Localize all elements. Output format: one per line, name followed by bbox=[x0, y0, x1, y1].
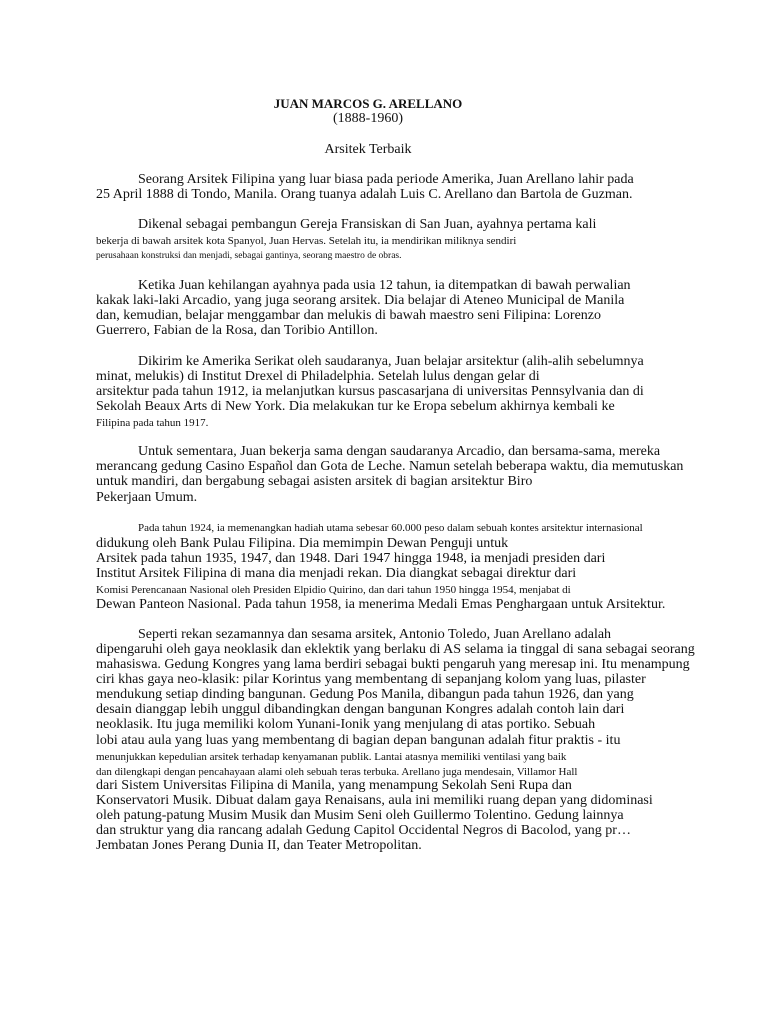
paragraph-2-line: Dikenal sebagai pembangun Gereja Fransiskan di San Juan, ayahnya pertama kali bbox=[138, 217, 597, 232]
paragraph-7-line: Seperti rekan sezamannya dan sesama arsitek, Antonio Toledo, Juan Arellano adalah bbox=[138, 627, 612, 642]
paragraph-7-line: neoklasik. Itu juga memiliki kolom Yunani-Ionik yang menjulang di atas portiko. Sebuah bbox=[96, 717, 596, 732]
paragraph-7-line: menunjukkan kepedulian arsitek terhadap kenyamanan publik. Lantai atasnya memiliki ventilasi yang baik bbox=[96, 751, 567, 763]
paragraph-7-line: desain dianggap lebih unggul dibandingkan dengan bangunan Kongres adalah contoh lain dari bbox=[96, 702, 625, 717]
paragraph-7-line: Jembatan Jones Perang Dunia II, dan Teater Metropolitan. bbox=[96, 838, 422, 853]
paragraph-4-line: Dikirim ke Amerika Serikat oleh saudaranya, Juan belajar arsitektur (alih-alih sebelumnya bbox=[138, 354, 644, 369]
paragraph-7-line: Konservatori Musik. Dibuat dalam gaya Renaisans, aula ini memiliki ruang depan yang didominasi bbox=[96, 793, 653, 808]
paragraph-4-line: Filipina pada tahun 1917. bbox=[96, 417, 209, 429]
paragraph-1-line: Seorang Arsitek Filipina yang luar biasa pada periode Amerika, Juan Arellano lahir pada bbox=[138, 172, 634, 187]
paragraph-6-line: didukung oleh Bank Pulau Filipina. Dia memimpin Dewan Penguji untuk bbox=[96, 536, 509, 551]
paragraph-6-line: Pada tahun 1924, ia memenangkan hadiah utama sebesar 60.000 peso dalam sebuah kontes arsitektur internasional bbox=[138, 522, 643, 534]
paragraph-7-line: dari Sistem Universitas Filipina di Manila, yang menampung Sekolah Seni Rupa dan bbox=[96, 778, 572, 793]
paragraph-4-line: arsitektur pada tahun 1912, ia melanjutkan kursus pascasarjana di universitas Pennsylvania dan di bbox=[96, 384, 644, 399]
paragraph-7-line: ciri khas gaya neo-klasik: pilar Korintus yang membentang di sepanjang kolom yang luas, pilaster bbox=[96, 672, 646, 687]
paragraph-6-line: Arsitek pada tahun 1935, 1947, dan 1948. Dari 1947 hingga 1948, ia menjadi presiden dari bbox=[96, 551, 606, 566]
paragraph-7-line: dan dilengkapi dengan pencahayaan alami oleh sebuah teras terbuka. Arellano juga mendesain, Villamor Hall bbox=[96, 766, 578, 778]
paragraph-3-line: Guerrero, Fabian de la Rosa, dan Toribio Antillon. bbox=[96, 323, 378, 338]
paragraph-6-line: Dewan Panteon Nasional. Pada tahun 1958, ia menerima Medali Emas Penghargaan untuk Arsitektur. bbox=[96, 597, 666, 612]
paragraph-5-line: untuk mandiri, dan bergabung sebagai asisten arsitek di bagian arsitektur Biro bbox=[96, 474, 533, 489]
paragraph-2-line: perusahaan konstruksi dan menjadi, sebagai gantinya, seorang maestro de obras. bbox=[96, 251, 402, 261]
document-years: (1888-1960) bbox=[333, 111, 403, 126]
paragraph-7-line: dan struktur yang dia rancang adalah Gedung Capitol Occidental Negros di Bacolod, yang pr… bbox=[96, 823, 631, 838]
paragraph-4-line: minat, melukis) di Institut Drexel di Philadelphia. Setelah lulus dengan gelar di bbox=[96, 369, 540, 384]
paragraph-5-line: Pekerjaan Umum. bbox=[96, 490, 198, 505]
paragraph-6-line: Komisi Perencanaan Nasional oleh Presiden Elpidio Quirino, dan dari tahun 1950 hingga 1954, menjabat di bbox=[96, 584, 571, 596]
paragraph-7-line: mendukung setiap dinding bangunan. Gedung Pos Manila, dibangun pada tahun 1926, dan yang bbox=[96, 687, 634, 702]
paragraph-1-line: 25 April 1888 di Tondo, Manila. Orang tuanya adalah Luis C. Arellano dan Bartola de Guzman. bbox=[96, 187, 633, 202]
paragraph-7-line: dipengaruhi oleh gaya neoklasik dan eklektik yang berlaku di AS selama ia tinggal di sana sebagai seorang bbox=[96, 642, 695, 657]
paragraph-7-line: mahasiswa. Gedung Kongres yang lama berdiri sebagai bukti pengaruh yang meresap ini. Itu menampung bbox=[96, 657, 690, 672]
paragraph-3-line: Ketika Juan kehilangan ayahnya pada usia 12 tahun, ia ditempatkan di bawah perwalian bbox=[138, 278, 631, 293]
paragraph-7-line: lobi atau aula yang luas yang membentang di bagian depan bangunan adalah fitur praktis - itu bbox=[96, 733, 621, 748]
paragraph-3-line: dan, kemudian, belajar menggambar dan melukis di bawah maestro seni Filipina: Lorenzo bbox=[96, 308, 602, 323]
paragraph-6-line: Institut Arsitek Filipina di mana dia menjadi rekan. Dia diangkat sebagai direktur dari bbox=[96, 566, 577, 581]
paragraph-3-line: kakak laki-laki Arcadio, yang juga seorang arsitek. Dia belajar di Ateneo Municipal de Manila bbox=[96, 293, 625, 308]
paragraph-5-line: merancang gedung Casino Español dan Gota de Leche. Namun setelah beberapa waktu, dia memutuskan bbox=[96, 459, 684, 474]
paragraph-2-line: bekerja di bawah arsitek kota Spanyol, Juan Hervas. Setelah itu, ia mendirikan miliknya sendiri bbox=[96, 235, 517, 247]
document-title: JUAN MARCOS G. ARELLANO bbox=[273, 96, 463, 111]
paragraph-4-line: Sekolah Beaux Arts di New York. Dia melakukan tur ke Eropa sebelum akhirnya kembali ke bbox=[96, 399, 615, 414]
document-subtitle: Arsitek Terbaik bbox=[324, 142, 412, 157]
paragraph-5-line: Untuk sementara, Juan bekerja sama dengan saudaranya Arcadio, dan bersama-sama, mereka bbox=[138, 444, 661, 459]
paragraph-7-line: oleh patung-patung Musim Musik dan Musim Seni oleh Guillermo Tolentino. Gedung lainnya bbox=[96, 808, 624, 823]
